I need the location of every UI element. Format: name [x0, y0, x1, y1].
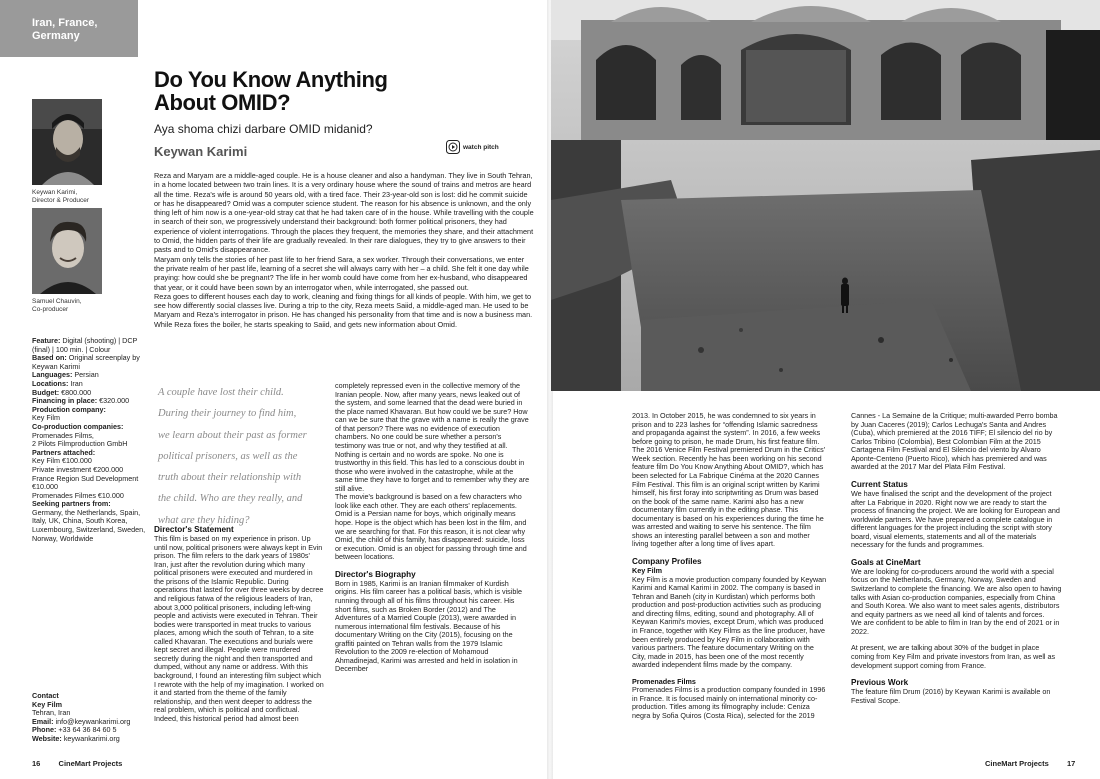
previous-text: The feature film Drum (2016) by Keywan Karimi is available on Festival Scope. [851, 687, 1051, 705]
company-name: Promenades Films [632, 676, 696, 686]
statement-continued-column [335, 382, 531, 674]
fact-row: Production company: [32, 404, 106, 414]
fact-row: Feature: Digital (shooting) | DCP (final) | 100 min. | Colour [32, 336, 138, 354]
status-text: We have finalised the script and the development of the project after La Fabrique in 2020. Right now we are ready to start the process of financing the project. We are looking for European and worldwide partners. We have prepared a complete catalogue in different languages for the project including the script with story board, visual elements, statements and all of the materials necessary for the funds and programmes. [851, 488, 1060, 550]
company-text-cont: Cannes - La Semaine de la Critique; multi-awarded Perro bomba by Juan Caceres (2019); Carlos Lechuga's Santa and Andres (Cuba), which premiered at the 2016 TIFF; El silencio del rio by Carlos Tribino (Colombia), Best Colombian Film at the 2015 Cartagena Film Festival and El Silencio del viento by Alvaro Aponte-Centeno (Puerto Rico), which has premiered and was awarded at the 2017 Mar del Plata Film Festival. [851, 411, 1058, 472]
fact-row: Budget: €800.000 [32, 387, 92, 397]
statement-heading: Director's Statement [154, 525, 234, 534]
contact-email[interactable]: Email: info@keywankarimi.org [32, 716, 131, 726]
fact-row: Key Film [32, 413, 60, 423]
quote-line: A couple have lost their child. [158, 387, 284, 398]
status-heading: Current Status [851, 479, 908, 489]
company-heading: Company Profiles [632, 557, 702, 566]
caption-line: Samuel Chauvin, [32, 298, 82, 305]
coproducer-caption [32, 298, 82, 314]
bio-text-cont: 2013. In October 2015, he was condemned to six years in prison and to 223 lashes for “offending Islamic sacredness and propaganda against the system”. In 2016, a few weeks before going to prison, he made Drum, his first feature film. The 2016 Venice Film Festival premiered Drum in the Critics' Week section. Recently he has been working on his second feature film Do You Know Anything About OMID?, which has been selected for La Fabrique Cinéma at the 2020 Cannes Film Festival. This film is an original script written by Karimi himself, his first foray into scriptwriting as Drum was based on the book of the same name. Karimi also has a new documentary film currently in the editing phase. This documentary is based on his experiences during the time he was arrested and waiting to serve his sentence. The film shows an interesting parallel between a son and mother living together after a long time of lives apart. [632, 411, 826, 549]
director-name: Keywan Karimi [154, 144, 248, 159]
factsheet [32, 337, 150, 543]
fact-row: Private investment €200.000 [32, 464, 124, 474]
contact-row: Contact [32, 691, 59, 700]
page-title [154, 68, 454, 114]
caption-line: Director & Producer [32, 197, 90, 204]
left-page [0, 0, 549, 779]
bio-text: Born in 1985, Karimi is an Iranian filmmaker of Kurdish origins. His film career has a political basis, which is visible running through all of his films throughout his career. His short films, such as Broken Border (2012) and The Adventures of a Married Couple (2013), were awarded in numerous international film festivals. Because of his documentary Writing on the City (2015), focusing on the graffiti painted on Tehran walls from the 1979 Islamic Revolution to the 2009 re-election of Mohamoud Ahmadinejad, Karimi was arrested and held in isolation in December [335, 578, 522, 674]
company-name: Key Film [632, 566, 662, 575]
goals-heading: Goals at CineMart [851, 557, 921, 567]
footer-label: CineMart Projects [58, 759, 123, 768]
fact-row: France Region Sud Development €10.000 [32, 473, 139, 492]
fact-row: Locations: Iran [32, 378, 83, 388]
synopsis-paragraph: Reza and Maryam are a middle-aged couple. He is a house cleaner and also a handyman. They live in South Tehran, in a home located between two train lines. It is a very ordinary house where the sound of trains and metros are heard all the time. Reza's wife is around 50 years old, with a tired face. Their 23-year-old son is lost: did he commit suicide or has he disappeared? Omid was a computer science student. The reason for his absence is unknown, and the only thing left of him now is a one-year-old stray cat that he had taken care of in the house. While travelling with the couple in search of their son, we progressively understand their background: both former political prisoners, they had experience of violent interrogations. Through the places they frequent, the memories they share, and their attachment to Omid, the hidden parts of their life are gradually revealed. In their rare dialogues, they try to give answers to their pasts and to Omid's disappearance. [154, 171, 534, 255]
quote-line: political prisoners, as well as the [158, 450, 298, 462]
play-video-icon [446, 140, 460, 154]
bio-continued-column [632, 412, 828, 721]
fact-row: Co-production companies: [32, 421, 124, 431]
statement-column [154, 525, 324, 723]
company-text: Promenades Films is a production company founded in 1996 in France. It is focused mainly on international minority co-production. Titles among its filmography include: Ceniza negra by Sofia Quiros (Costa Rica), selected for the 2019 [632, 685, 826, 720]
goals-text: We are looking for co-producers around the world with a special focus on the Netherlands, Germany, Norway, Sweden and Switzerland to complete the financing. We are also open to having talks with Asian co-production companies, especially from China and South Korea. We also want to meet sales agents, distributors and equity partners as we need all kind of talents and forces. [851, 566, 1062, 619]
right-page-text [551, 391, 1100, 779]
page-number: 17 [1066, 759, 1076, 768]
country-tab [0, 0, 138, 57]
statement-text-cont: The movie's background is based on a few characters who look like each other. They are each others' replacements. Omid is a Persian name for boys, which originally means hope. Hope is the object which has been lost in the film, and we are searching for that. For this reason, it is not clear why Omid, the child of this family, has disappeared: suicide, loss or execution. Omid is an object for passing through time and between locations. [335, 492, 527, 562]
statement-text: This film is based on my experience in prison. Up until now, political prisoners were always kept in Evin prison. The film refers to the dark years of 1980s' Iran, just after the revolution during which many political prisoners were executed and murdered in the prisons of the Islamic Republic. During operations that lasted for over three weeks by decree and religious fatwa of the religious leaders of Iran, about 3,000 political prisoners, including left-wing people and activists were executed in Tehran. Their bodies were transported in meat trucks to various places, among which the south of Tehran, to a site called Khavaran. The executions and burials were kept secret and illegal. People were murdered secretly during the night and then transported and dumped, without any name or address. With this background, I found an interesting film subject which I rewrote with the help of my imagination. I worked on it and started from the theme of the family relationship, and then went deeper to address the real problem, which is political and conflictual. Indeed, this historical period had almost been [154, 534, 324, 723]
watch-pitch-link[interactable] [446, 140, 499, 154]
quote-line: what are they hiding? [158, 514, 250, 526]
pull-quote [158, 382, 318, 531]
quote-line: During their journey to find him, [158, 408, 297, 420]
contact-phone: Phone: +33 64 36 84 60 5 [32, 725, 117, 735]
goals-text: We are confident to be able to film in Iran by the end of 2021 or in 2022. [851, 618, 1060, 636]
goals-column [851, 412, 1063, 705]
fact-row: Promenades Films, [32, 430, 94, 440]
statement-text-cont: completely repressed even in the collective memory of the Iranian people. Now, after many years, news leaked out of the system, and some learned that the dead were buried in the place named Khavaran. But how could we be sure? How can we be sure that the grave with a name is really the grave of that person? There was no evidence of execution chambers. No one could be sure whether a person's testimony was true or not, and why they testified at all. Nothing is certain and no words are spoke. No one is trustworthy in this field. This has led to a conscious doubt in those who were involved in the catastrophe, while at the same time they have to forget and to remember why they are still alive. [335, 381, 530, 493]
fact-row: Seeking partners from: [32, 499, 111, 509]
title-line: Do You Know Anything [154, 67, 388, 92]
page-number: 16 [32, 759, 41, 768]
coproducer-portrait [32, 208, 102, 294]
country-line: Iran, France, [32, 17, 98, 29]
quote-line: truth about their relationship with [158, 472, 302, 484]
footer-label: CineMart Projects [985, 759, 1049, 768]
synopsis-paragraph: Reza goes to different houses each day to work, cleaning and fixing things for all kinds of people. With him, we get to see how differently social classes live. During a trip to the city, Reza meets Saiid, a middle-aged man. He used to be Maryam and Reza's interrogator in prison. He has changed his personality from that time and is now a business man. [154, 291, 533, 320]
fact-row: Based on: Original screenplay by Keywan Karimi [32, 353, 140, 371]
watch-pitch-label: watch pitch [463, 143, 499, 151]
contact-row: Key Film [32, 699, 62, 709]
director-portrait [32, 99, 102, 185]
contact-website[interactable]: Website: keywankarimi.org [32, 733, 120, 743]
caption-line: Co-producer [32, 306, 69, 313]
fact-row: Promenades Filmes €10.000 [32, 490, 124, 500]
fact-row: Financing in place: €320.000 [32, 396, 130, 406]
bio-heading: Director's Biography [335, 569, 416, 579]
synopsis-paragraph: While Reza fixes the boiler, he starts speaking to Saiid, and gets new information about Omid. [154, 319, 457, 329]
synopsis-paragraph: Maryam only tells the stories of her past life to her friend Sara, a sex worker. Through their conversations, we enter the private realm of her past life, learning of a secret she will always carry with her – a child. She felt it one day while praying: how could she be pregnant? The life in her womb could have come from her ex-husband, who disappeared that year, or it could have been sown by an interrogator when, while interrogated, she passed out. [154, 254, 529, 292]
contact-block [32, 692, 150, 744]
country-line: Germany [32, 30, 80, 42]
right-footer [985, 759, 1075, 768]
previous-heading: Previous Work [851, 678, 909, 688]
quote-line: we learn about their past as former [158, 429, 307, 441]
fact-row: Languages: Persian [32, 370, 99, 380]
fact-row: Germany, the Netherlands, Spain, Italy, UK, China, South Korea, Luxembourg, Switzerland, Sweden, Norway, Worldwide [32, 507, 146, 543]
caption-line: Keywan Karimi, [32, 189, 78, 196]
fact-row: Partners attached: [32, 447, 96, 457]
left-footer [32, 759, 122, 768]
director-caption [32, 189, 89, 205]
title-line: About OMID? [154, 90, 291, 115]
fact-row: 2 Pilots Filmproduction GmbH [32, 439, 128, 449]
company-text: Key Film is a movie production company founded by Keywan Karimi and Kamal Karimi in 2002. The company is based in Tehran and Baneh (city in Kurdistan) which performs both production and post-production activities such as producing and directing films, editing, sound and photography. All of Keywan Karimi's movies, except Drum, which was produced in France, together with Key Films as the line producer, have been entirely produced by Key Film in collaboration with various partners. The feature documentary Writing on the City, made in 2015, has been one of the most recently awarded independent films made by the company. [632, 574, 827, 670]
synopsis [154, 171, 534, 329]
quote-line: the child. Who are they really, and [158, 493, 303, 505]
goals-text: At present, we are talking about 30% of the budget in place coming from Key Film and private investors from Iran, as well as development support coming from France. [851, 643, 1056, 670]
fact-row: Key Film €100.000 [32, 456, 92, 466]
film-still-photo [551, 0, 1100, 391]
contact-row: Tehran, Iran [32, 708, 71, 718]
original-title: Aya shoma chizi darbare OMID midanid? [154, 122, 373, 136]
